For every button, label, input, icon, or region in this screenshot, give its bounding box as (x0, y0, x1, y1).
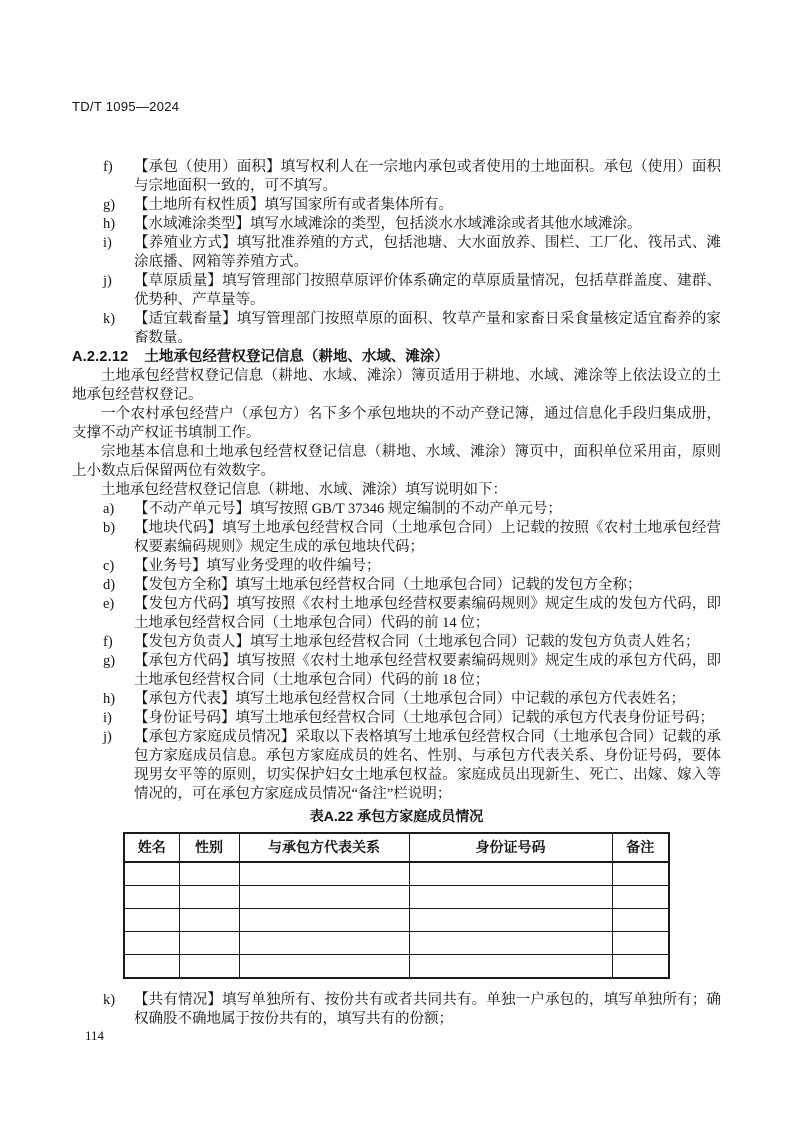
clause-text: 【不动产单元号】填写按照 GB/T 37346 规定编制的不动产单元号； (134, 501, 562, 517)
paragraph: 宗地基本信息和土地承包经营权登记信息（耕地、水域、滩涂）簿页中，面积单位采用亩，原则上小数点后保留两位有效数字。 (72, 444, 721, 479)
table-body (124, 862, 669, 978)
clause-item (72, 519, 721, 557)
table-row (124, 886, 669, 909)
column-header: 身份证号码 (409, 833, 612, 862)
clause-label: b) (103, 520, 116, 536)
clause-text: 【水域滩涂类型】填写水域滩涂的类型，包括淡水水域滩涂或者其他水域滩涂。 (134, 216, 642, 232)
table-cell-empty (124, 886, 179, 909)
clause-label: d) (103, 577, 116, 593)
clause-list-continued (72, 158, 721, 348)
table-row (124, 932, 669, 955)
clause-item (72, 234, 721, 272)
clause-label: c) (103, 558, 115, 574)
table-cell-empty (409, 932, 612, 955)
clause-label: g) (103, 197, 116, 213)
clause-text: 【承包（使用）面积】填写权利人在一宗地内承包或者使用的土地面积。承包（使用）面积与宗地面积一致的，可不填写。 (134, 159, 721, 194)
clause-text: 【发包方全称】填写土地承包经营权合同（土地承包合同）记载的发包方全称； (134, 577, 642, 593)
clause-text: 【身份证号码】填写土地承包经营权合同（土地承包合同）记载的承包方代表身份证号码； (134, 710, 714, 726)
table-cell-empty (124, 955, 179, 979)
table-cell-empty (612, 886, 669, 909)
table-cell-empty (239, 862, 409, 886)
clause-item (72, 652, 721, 690)
standard-number: TD/T 1095—2024 (72, 99, 180, 114)
table-caption: 表A.22 承包方家庭成员情况 (309, 808, 484, 824)
table-cell-empty (239, 932, 409, 955)
clause-text: 【业务号】填写业务受理的收件编号； (134, 558, 381, 574)
paragraph: 一个农村承包经营户（承包方）名下多个承包地块的不动产登记簿，通过信息化手段归集成册，支撑不动产权证书填制工作。 (72, 406, 721, 441)
section-paragraphs (72, 367, 721, 500)
clause-text: 【共有情况】填写单独所有、按份共有或者共同共有。单独一户承包的，填写单独所有；确权确股不确地属于按份共有的，填写共有的份额； (134, 992, 721, 1027)
section-number: A.2.2.12 (72, 349, 129, 365)
clause-item (72, 595, 721, 633)
clause-item (72, 633, 721, 652)
table-cell-empty (124, 909, 179, 932)
clause-text: 【适宜载畜量】填写管理部门按照草原的面积、牧草产量和家畜日采食量核定适宜畜养的家畜数量。 (134, 311, 721, 346)
section-heading (72, 348, 721, 367)
family-members-table (123, 832, 670, 979)
clause-item (72, 690, 721, 709)
clause-text: 【养殖业方式】填写批准养殖的方式，包括池塘、大水面放养、围栏、工厂化、筏吊式、滩涂底播、网箱等养殖方式。 (134, 235, 721, 270)
table-cell-empty (179, 862, 239, 886)
clause-text: 【承包方代表】填写土地承包经营权合同（土地承包合同）中记载的承包方代表姓名； (134, 691, 685, 707)
table-row (124, 862, 669, 886)
clause-text: 【地块代码】填写土地承包经营权合同（土地承包合同）上记载的按照《农村土地承包经营权要素编码规则》规定生成的承包地块代码； (134, 520, 721, 555)
table-cell-empty (409, 862, 612, 886)
column-header: 性别 (179, 833, 239, 862)
fill-instructions-list (72, 500, 721, 804)
clause-item (72, 709, 721, 728)
table-cell-empty (239, 909, 409, 932)
clause-label: g) (103, 653, 116, 669)
clause-text: 【发包方负责人】填写土地承包经营权合同（土地承包合同）记载的发包方负责人姓名； (134, 634, 700, 650)
clause-label: f) (103, 159, 113, 175)
page-number: 114 (85, 1028, 105, 1043)
clause-label: h) (103, 691, 116, 707)
clause-text: 【承包方代码】填写按照《农村土地承包经营权要素编码规则》规定生成的承包方代码，即土地承包经营权合同（土地承包合同）代码的前 18 位； (134, 653, 721, 688)
clause-item (72, 576, 721, 595)
table-cell-empty (612, 932, 669, 955)
page-content (72, 158, 721, 1029)
clause-label: k) (103, 311, 116, 327)
table-cell-empty (239, 886, 409, 909)
clause-label: k) (103, 992, 116, 1008)
clause-item (72, 728, 721, 804)
clause-label: j) (103, 729, 112, 745)
table-cell-empty (239, 955, 409, 979)
table-cell-empty (409, 955, 612, 979)
clause-label: f) (103, 634, 113, 650)
table-cell-empty (612, 955, 669, 979)
table-cell-empty (179, 909, 239, 932)
table-cell-empty (179, 932, 239, 955)
column-header: 与承包方代表关系 (239, 833, 409, 862)
clause-item (72, 310, 721, 348)
table-cell-empty (179, 886, 239, 909)
table-cell-empty (612, 862, 669, 886)
clause-label: i) (103, 710, 112, 726)
clause-item (72, 215, 721, 234)
clause-item (72, 557, 721, 576)
table-header (124, 833, 669, 862)
clause-label: j) (103, 273, 112, 289)
table-row (124, 955, 669, 979)
clause-item (72, 500, 721, 519)
clause-label: h) (103, 216, 116, 232)
clause-label: e) (103, 596, 115, 612)
tail-clause-list (72, 991, 721, 1029)
column-header: 备注 (612, 833, 669, 862)
paragraph: 土地承包经营权登记信息（耕地、水域、滩涂）簿页适用于耕地、水域、滩涂等上依法设立的土地承包经营权登记。 (72, 368, 721, 403)
table-cell-empty (409, 909, 612, 932)
clause-item (72, 272, 721, 310)
clause-text: 【发包方代码】填写按照《农村土地承包经营权要素编码规则》规定生成的发包方代码，即土地承包经营权合同（土地承包合同）代码的前 14 位； (134, 596, 721, 631)
table-cell-empty (612, 909, 669, 932)
table-cell-empty (124, 862, 179, 886)
clause-item (72, 158, 721, 196)
clause-text: 【土地所有权性质】填写国家所有或者集体所有。 (134, 197, 453, 213)
paragraph: 土地承包经营权登记信息（耕地、水域、滩涂）填写说明如下： (101, 482, 507, 498)
table-row (124, 909, 669, 932)
table-cell-empty (179, 955, 239, 979)
clause-label: i) (103, 235, 112, 251)
table-cell-empty (409, 886, 612, 909)
table-cell-empty (124, 932, 179, 955)
clause-item (72, 991, 721, 1029)
clause-label: a) (103, 501, 115, 517)
column-header: 姓名 (124, 833, 179, 862)
clause-text: 【草原质量】填写管理部门按照草原评价体系确定的草原质量情况，包括草群盖度、建群、优势种、产草量等。 (134, 273, 721, 308)
clause-text: 【承包方家庭成员情况】采取以下表格填写土地承包经营权合同（土地承包合同）记载的承包方家庭成员信息。承包方家庭成员的姓名、性别、与承包方代表关系、身份证号码，要体现男女平等的原则，切实保护妇女土地承包权益。家庭成员出现新生、死亡、出嫁、嫁入等情况的，可在承包方家庭成员情况“备注”栏说明； (134, 729, 721, 802)
clause-item (72, 196, 721, 215)
section-title: 土地承包经营权登记信息（耕地、水域、滩涂） (144, 349, 449, 365)
